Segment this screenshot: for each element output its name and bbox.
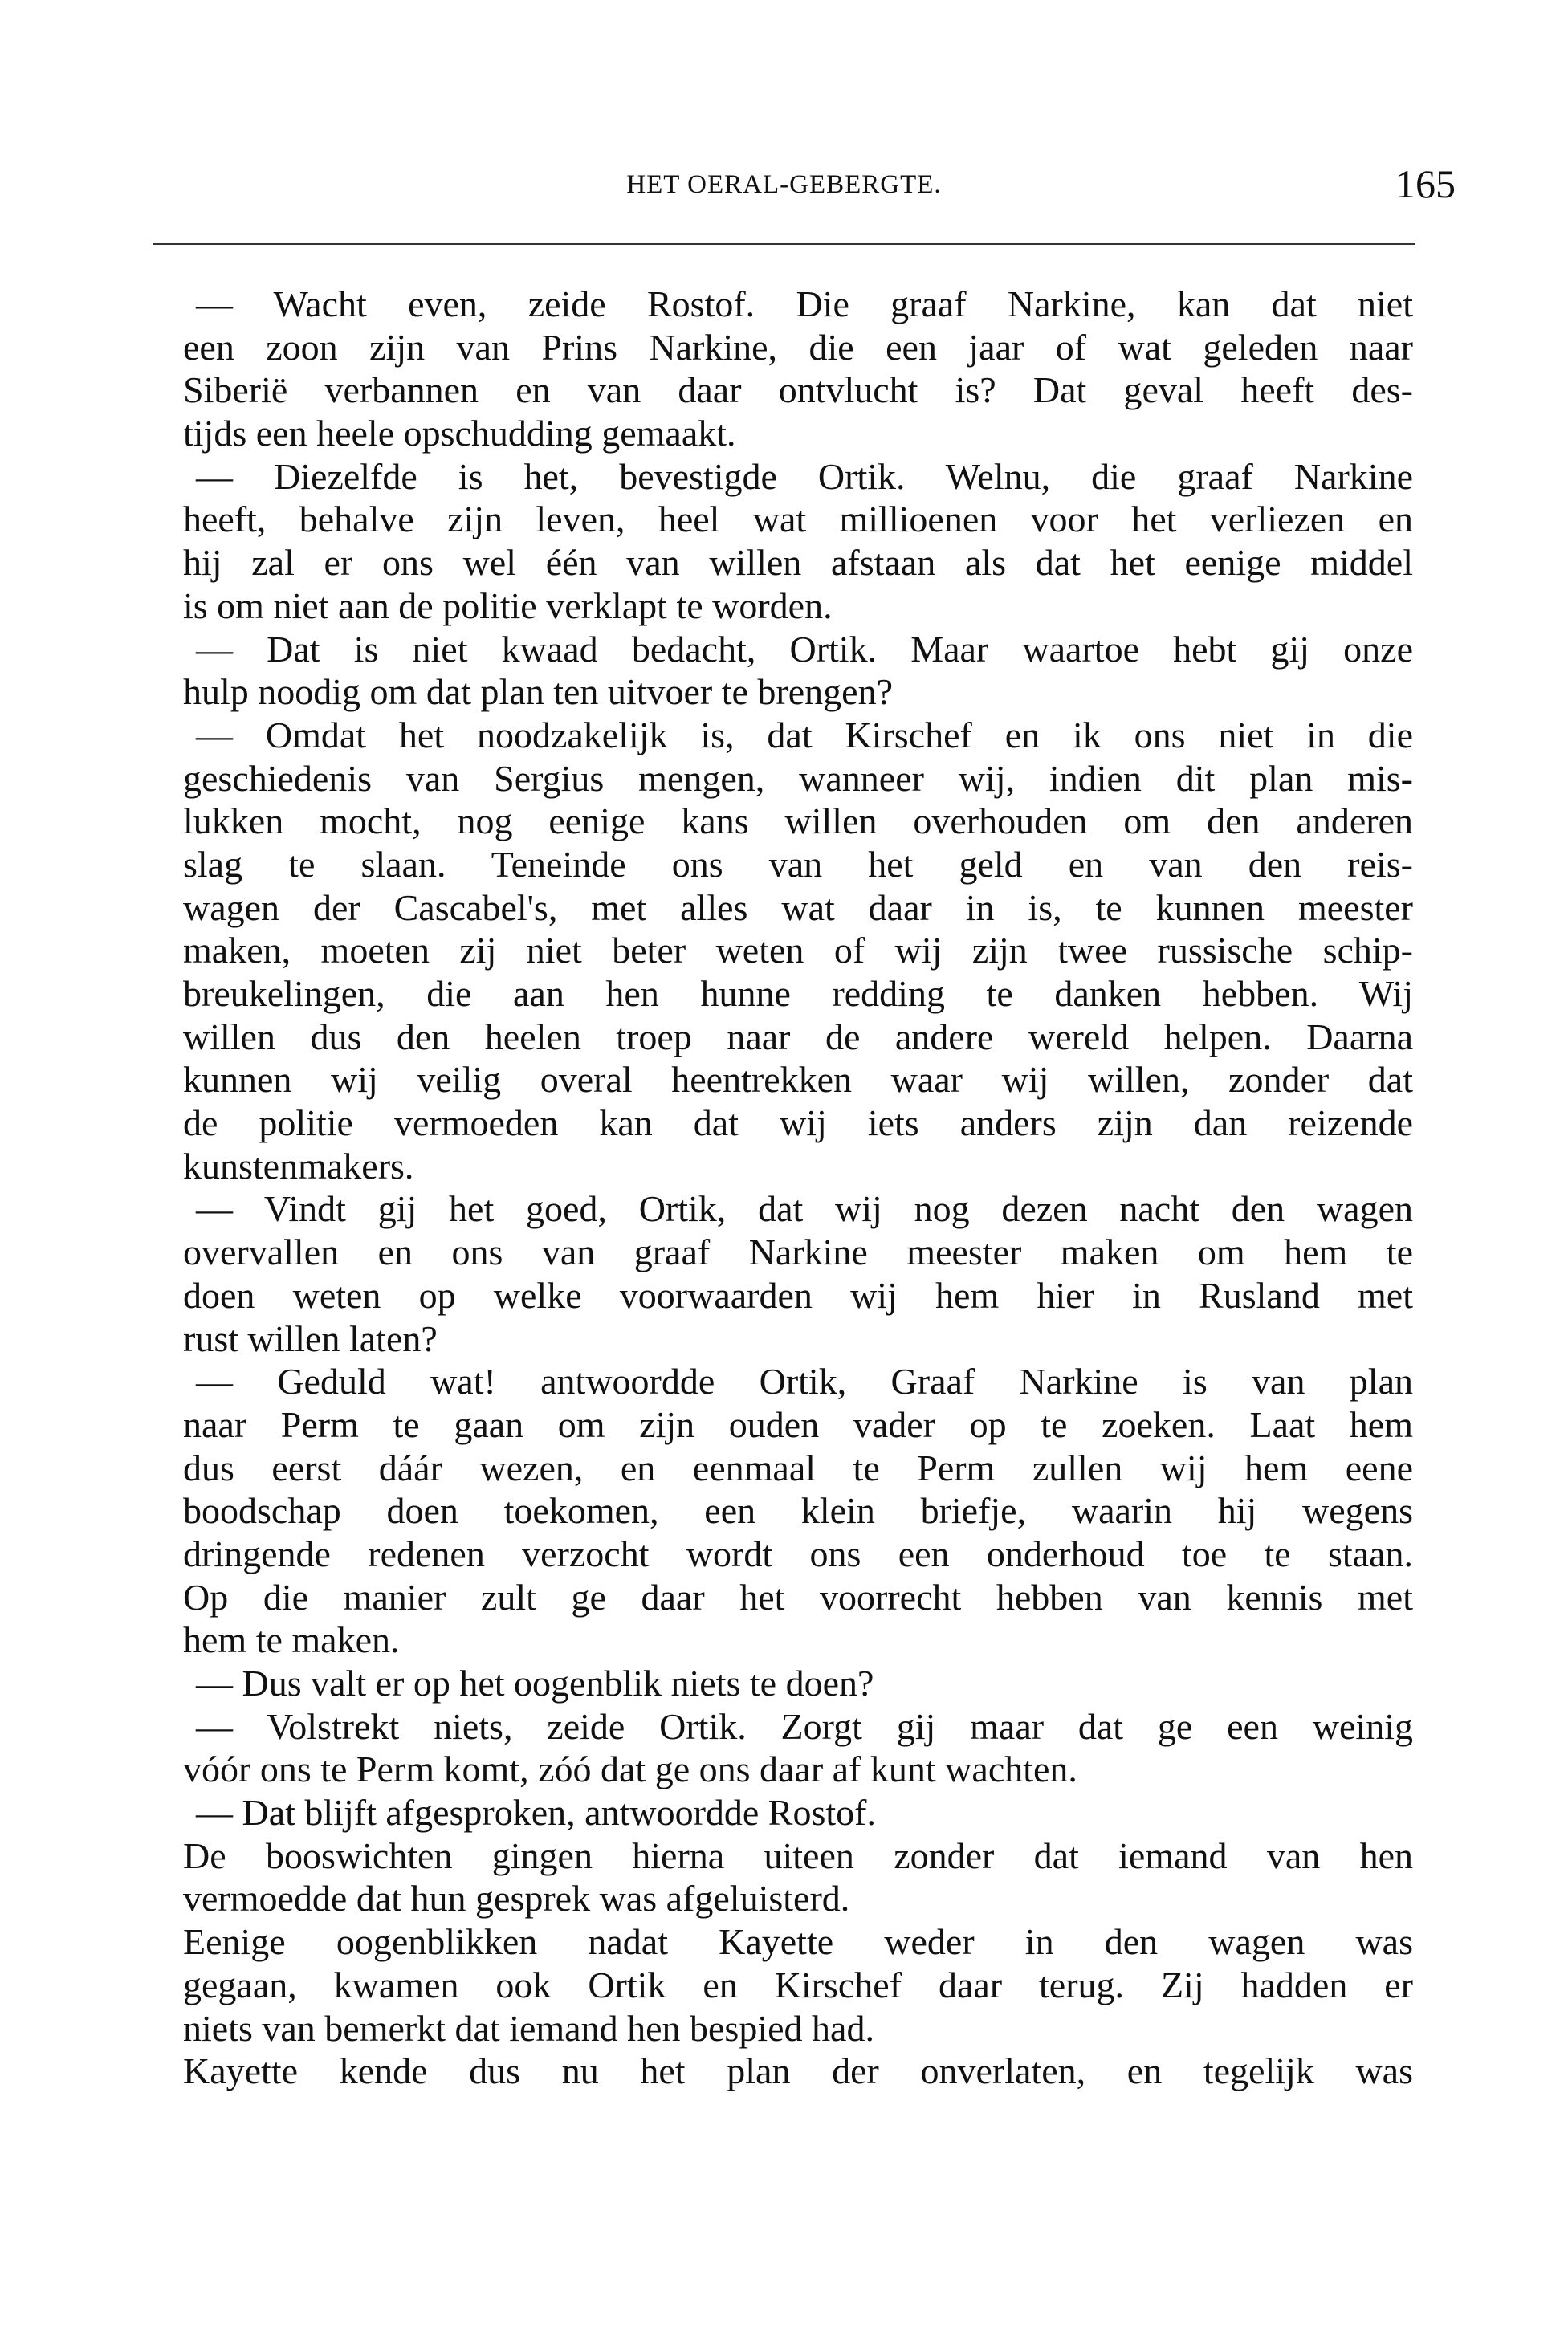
- text-line: hulp noodig om dat plan ten uitvoer te brengen?: [183, 671, 893, 713]
- text-line: maken, moeten zij niet beter weten of wij zijn twee russische schip-: [183, 930, 1413, 971]
- text-line: — Vindt gij het goed, Ortik, dat wij nog dezen nacht den wagen: [196, 1188, 1413, 1230]
- text-line: boodschap doen toekomen, een klein briefje, waarin hij wegens: [183, 1490, 1413, 1532]
- text-line: vermoedde dat hun gesprek was afgeluisterd.: [183, 1878, 850, 1920]
- text-line: — Omdat het noodzakelijk is, dat Kirschef en ik ons niet in die: [196, 714, 1413, 755]
- running-head: HET OERAL-GEBERGTE.: [626, 170, 942, 199]
- text-line: rust willen laten?: [183, 1317, 438, 1359]
- text-line: Op die manier zult ge daar het voorrecht hebben van kennis met: [183, 1576, 1413, 1618]
- text-line: de politie vermoeden kan dat wij iets anders zijn dan reizende: [183, 1102, 1413, 1144]
- text-line: — Dus valt er op het oogenblik niets te doen?: [196, 1663, 874, 1704]
- page-number: 165: [1395, 161, 1456, 206]
- text-line: Kayette kende dus nu het plan der onverlaten, en tegelijk was: [183, 2050, 1413, 2092]
- text-line: slag te slaan. Teneinde ons van het geld en van den reis-: [183, 843, 1413, 885]
- text-line: De booswichten gingen hierna uiteen zonder dat iemand van hen: [183, 1834, 1413, 1876]
- text-line: niets van bemerkt dat iemand hen bespied had.: [183, 2007, 874, 2049]
- text-line: gegaan, kwamen ook Ortik en Kirschef daar terug. Zij hadden er: [183, 1964, 1413, 2005]
- text-line: kunnen wij veilig overal heentrekken waar wij willen, zonder dat: [183, 1059, 1413, 1101]
- text-line: Siberië verbannen en van daar ontvlucht is? Dat geval heeft des-: [183, 369, 1413, 411]
- text-line: — Volstrekt niets, zeide Ortik. Zorgt gij maar dat ge een weinig: [196, 1705, 1413, 1747]
- text-line: kunstenmakers.: [183, 1145, 414, 1187]
- header-rule: [153, 243, 1415, 245]
- text-line: dus eerst dáár wezen, en eenmaal te Perm zullen wij hem eene: [183, 1447, 1413, 1488]
- text-line: lukken mocht, nog eenige kans willen overhouden om den anderen: [183, 800, 1413, 842]
- text-line: breukelingen, die aan hen hunne redding te danken hebben. Wij: [183, 973, 1413, 1014]
- body-text: [183, 283, 1413, 2093]
- text-line: hem te maken.: [183, 1619, 400, 1661]
- text-line: een zoon zijn van Prins Narkine, die een jaar of wat geleden naar: [183, 326, 1413, 368]
- text-line: — Dat blijft afgesproken, antwoordde Rostof.: [196, 1792, 876, 1834]
- text-line: wagen der Cascabel's, met alles wat daar in is, te kunnen meester: [183, 886, 1413, 928]
- text-line: — Wacht even, zeide Rostof. Die graaf Narkine, kan dat niet: [196, 283, 1413, 324]
- text-line: hij zal er ons wel één van willen afstaan als dat het eenige middel: [183, 542, 1413, 584]
- text-line: tijds een heele opschudding gemaakt.: [183, 413, 736, 454]
- text-line: naar Perm te gaan om zijn ouden vader op te zoeken. Laat hem: [183, 1403, 1413, 1445]
- text-line: willen dus den heelen troep naar de andere wereld helpen. Daarna: [183, 1016, 1413, 1057]
- text-line: — Dat is niet kwaad bedacht, Ortik. Maar waartoe hebt gij onze: [196, 628, 1413, 670]
- text-line: doen weten op welke voorwaarden wij hem hier in Rusland met: [183, 1274, 1413, 1316]
- text-line: heeft, behalve zijn leven, heel wat millioenen voor het verliezen en: [183, 499, 1413, 540]
- text-line: vóór ons te Perm komt, zóó dat ge ons daar af kunt wachten.: [183, 1749, 1077, 1790]
- text-line: — Geduld wat! antwoordde Ortik, Graaf Narkine is van plan: [196, 1361, 1413, 1403]
- text-line: — Diezelfde is het, bevestigde Ortik. Welnu, die graaf Narkine: [196, 455, 1413, 497]
- text-line: is om niet aan de politie verklapt te worden.: [183, 584, 833, 626]
- text-line: geschiedenis van Sergius mengen, wanneer wij, indien dit plan mis-: [183, 757, 1413, 799]
- text-line: dringende redenen verzocht wordt ons een onderhoud toe te staan.: [183, 1533, 1413, 1574]
- text-line: Eenige oogenblikken nadat Kayette weder in den wagen was: [183, 1921, 1413, 1963]
- text-line: overvallen en ons van graaf Narkine meester maken om hem te: [183, 1232, 1413, 1273]
